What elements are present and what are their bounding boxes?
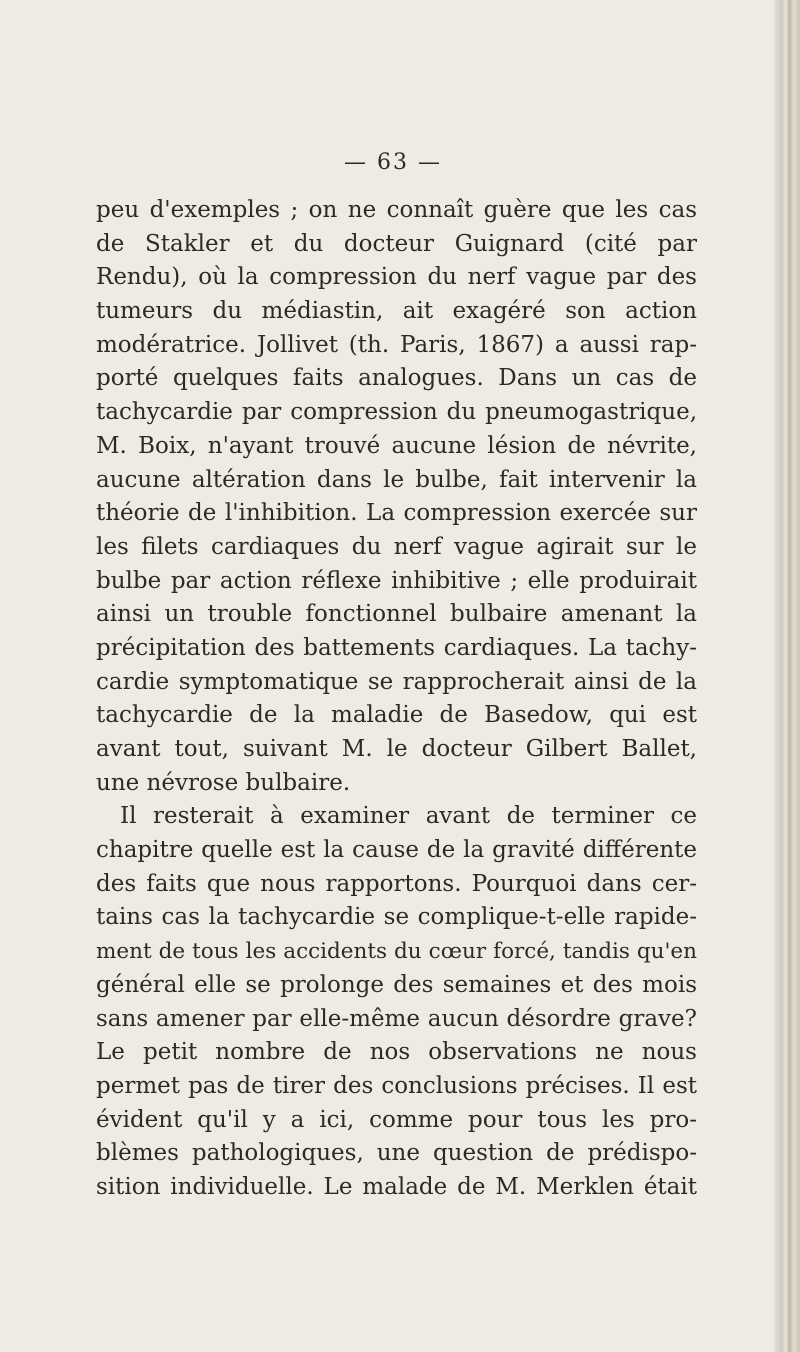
text-line: modératrice. Jollivet (th. Paris, 1867) a aussi rap- <box>96 331 697 358</box>
text-line: général elle se prolonge des semaines et des mois <box>96 971 697 998</box>
text-line: avant tout, suivant M. le docteur Gilbert Ballet, <box>96 736 697 762</box>
paragraph-start-line: Il resterait à examiner avant de terminer ce <box>120 803 697 830</box>
text-line: sition individuelle. Le malade de M. Merklen était <box>96 1173 697 1200</box>
text-line: porté quelques faits analogues. Dans un cas de <box>96 365 697 392</box>
text-line: évident qu'il y a ici, comme pour tous les pro- <box>96 1106 697 1133</box>
text-line: cardie symptomatique se rapprocherait ainsi de la <box>96 668 697 695</box>
text-line: sans amener par elle-même aucun désordre grave? <box>96 1005 697 1032</box>
text-line: des faits que nous rapportons. Pourquoi dans cer- <box>96 870 697 897</box>
text-line: précipitation des battements cardiaques. La tachy- <box>96 634 697 661</box>
text-line: chapitre quelle est la cause de la gravité différente <box>96 837 697 864</box>
text-line: tachycardie par compression du pneumogastrique, <box>96 399 697 426</box>
text-line: blèmes pathologiques, une question de prédispo- <box>96 1140 697 1167</box>
text-line: de Stakler et du docteur Guignard (cité par <box>96 230 697 257</box>
text-line: tumeurs du médiastin, ait exagéré son action <box>96 298 697 325</box>
text-line: tains cas la tachycardie se complique-t-elle rapide- <box>96 904 697 931</box>
body-text <box>96 194 697 1205</box>
page-binding-edge <box>774 0 800 1352</box>
text-line: Rendu), où la compression du nerf vague par des <box>96 264 697 291</box>
text-line: aucune altération dans le bulbe, fait intervenir la <box>96 466 697 493</box>
text-line: Le petit nombre de nos observations ne nous <box>96 1039 697 1066</box>
paragraph-end-line: une névrose bulbaire. <box>96 769 351 796</box>
text-line: ainsi un trouble fonctionnel bulbaire amenant la <box>96 601 697 628</box>
text-line: permet pas de tirer des conclusions précises. Il est <box>96 1072 697 1099</box>
text-line: les filets cardiaques du nerf vague agirait sur le <box>96 533 697 560</box>
text-line: tachycardie de la maladie de Basedow, qui est <box>96 702 697 729</box>
text-line: théorie de l'inhibition. La compression exercée sur <box>96 500 697 527</box>
page-number: — 63 — <box>344 150 442 175</box>
text-line: ment de tous les accidents du cœur forcé, tandis qu'en <box>96 939 697 965</box>
text-line: bulbe par action réflexe inhibitive ; elle produirait <box>96 567 697 594</box>
text-line: peu d'exemples ; on ne connaît guère que les cas <box>96 197 697 223</box>
text-line: M. Boix, n'ayant trouvé aucune lésion de névrite, <box>96 432 697 459</box>
